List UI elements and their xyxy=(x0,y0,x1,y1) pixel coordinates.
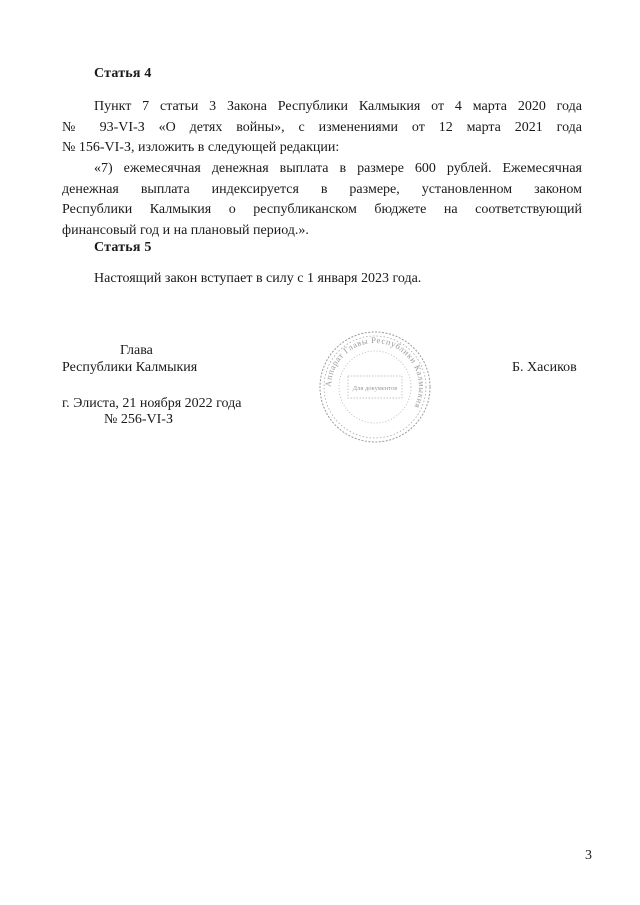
text-line: Пункт 7 статьи 3 Закона Республики Калмыкия от 4 марта 2020 года xyxy=(94,99,582,114)
article-4-heading: Статья 4 xyxy=(94,66,152,81)
signatory-title-line-2: Республики Калмыкия xyxy=(62,360,198,375)
article-4-paragraph-2 xyxy=(62,159,582,241)
place-and-date: г. Элиста, 21 ноября 2022 года xyxy=(62,396,242,411)
signatory-name: Б. Хасиков xyxy=(512,360,577,375)
svg-text:Для документов: Для документов xyxy=(352,385,398,392)
law-number: № 256-VI-З xyxy=(104,412,173,427)
signatory-title-line-1: Глава xyxy=(120,343,153,358)
article-5-text: Настоящий закон вступает в силу с 1 января 2023 года. xyxy=(94,271,422,286)
text-line: денежная выплата индексируется в размере, установленном законом xyxy=(62,181,582,197)
text-line: «7) ежемесячная денежная выплата в размере 600 рублей. Ежемесячная xyxy=(94,161,582,176)
official-seal-stamp xyxy=(318,330,432,444)
text-line: № 93-VI-З «О детях войны», с изменениями от 12 марта 2021 года xyxy=(62,119,582,135)
svg-text:Аппарат Главы Республики Калмы: Аппарат Главы Республики Калмыкия xyxy=(322,334,428,411)
text-line: Республики Калмыкия о республиканском бюджете на соответствующий xyxy=(62,202,582,217)
article-5-heading: Статья 5 xyxy=(94,240,152,255)
text-line: № 156-VI-З, изложить в следующей редакции: xyxy=(62,140,340,155)
article-4-paragraph-1 xyxy=(62,97,582,159)
text-line: финансовый год и на плановый период.». xyxy=(62,222,309,238)
page-number: 3 xyxy=(585,848,592,863)
